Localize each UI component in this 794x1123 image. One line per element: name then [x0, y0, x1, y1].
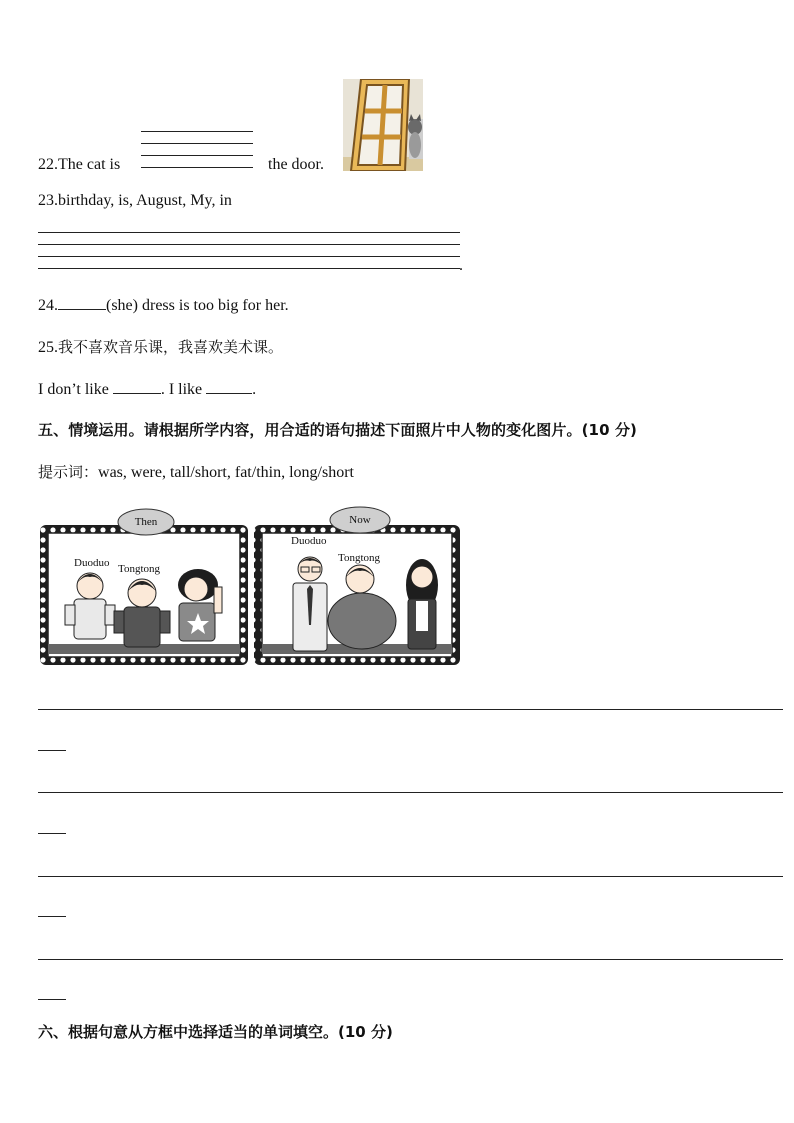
q25-number: 25.: [38, 339, 58, 356]
q22-answer-line-3[interactable]: [141, 155, 253, 156]
now-bubble-label: Now: [349, 514, 371, 526]
section6-heading: 六、根据句意从方框中选择适当的单词填空。(10 分): [38, 1023, 393, 1041]
q22-text-after: the door.: [268, 156, 324, 173]
q24-text: [38, 295, 289, 316]
q22-number: 22.: [38, 156, 58, 173]
q24-blank[interactable]: [58, 295, 106, 310]
section5-hint: [38, 462, 354, 483]
q23-period: .: [459, 257, 463, 274]
q24-number: 24.: [38, 297, 58, 314]
q23-text: [38, 191, 232, 211]
then-label-duoduo: Duoduo: [74, 557, 110, 569]
now-frame: [254, 507, 460, 665]
q23-number: 23.: [38, 192, 58, 209]
q24-sentence: (she) dress is too big for her.: [106, 297, 289, 314]
section5-answer-line-1[interactable]: [38, 709, 783, 710]
q25-english-line: [38, 379, 256, 400]
section5-answer-line-4[interactable]: [38, 959, 783, 960]
q25-part1: I don’t like: [38, 381, 109, 398]
section5-answer-tail-1[interactable]: [38, 750, 66, 751]
q25-blank-1[interactable]: [113, 379, 161, 394]
section5-heading: 五、情境运用。请根据所学内容，用合适的语句描述下面照片中人物的变化图片。(10 分): [38, 421, 638, 439]
hint-label: 提示词：: [38, 463, 99, 481]
now-label-tongtong: Tongtong: [338, 552, 381, 564]
section5-answer-tail-2[interactable]: [38, 833, 66, 834]
then-label-tongtong: Tongtong: [118, 563, 161, 575]
now-label-duoduo: Duoduo: [291, 535, 327, 547]
q22-answer-line-4[interactable]: [141, 167, 253, 168]
q25-blank-2[interactable]: [206, 379, 252, 394]
section5-answer-line-2[interactable]: [38, 792, 783, 793]
then-now-picture: [38, 505, 462, 670]
q23-answer-line-2[interactable]: [38, 244, 460, 245]
q25-period: .: [252, 381, 257, 398]
q22-text-before: [38, 155, 120, 175]
window-cat-picture: [343, 79, 423, 171]
q25-chinese: 我不喜欢音乐课，我喜欢美术课。: [58, 338, 284, 356]
q22-answer-line-1[interactable]: [141, 131, 253, 132]
q25-part2: . I like: [160, 381, 203, 398]
q22-answer-line-2[interactable]: [141, 143, 253, 144]
q23-answer-line-1[interactable]: [38, 232, 460, 233]
section5-answer-tail-3[interactable]: [38, 916, 66, 917]
then-frame: [40, 509, 248, 665]
q23-answer-line-4[interactable]: [38, 268, 460, 269]
q23-words: birthday, is, August, My, in: [58, 192, 232, 209]
section5-answer-tail-4[interactable]: [38, 999, 66, 1000]
then-bubble-label: Then: [134, 516, 158, 528]
q22-before: The cat is: [58, 156, 121, 173]
hint-words: was, were, tall/short, fat/thin, long/short: [98, 464, 354, 481]
q25-chinese-text: [38, 337, 283, 358]
q23-answer-line-3[interactable]: [38, 256, 460, 257]
section5-answer-line-3[interactable]: [38, 876, 783, 877]
